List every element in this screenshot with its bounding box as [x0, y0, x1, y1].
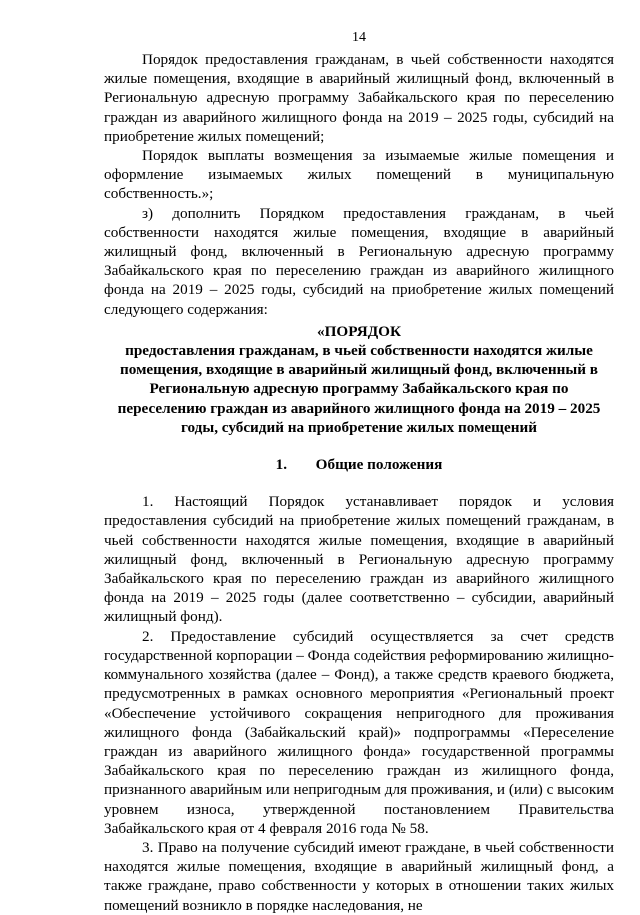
order-subtitle: предоставления гражданам, в чьей собственности находятся жилые помещения, входящие в аварийный жилищный фонд, включенный в Региональную адресную программу Забайкальского края по переселению граждан из аварийного жилищного фонда на 2019 – 2025 годы, субсидий на приобретение жилых помещений: [117, 342, 601, 436]
paragraph-order-subsidies: Порядок предоставления гражданам, в чьей собственности находятся жилые помещения, входящие в аварийный жилищный фонд, включенный в Региональную адресную программу Забайкальского края по переселению граждан из аварийного жилищного фонда на 2019 – 2025 годы, субсидий на приобретение жилых помещений;: [104, 51, 614, 145]
paragraph-order-compensation: Порядок выплаты возмещения за изымаемые жилые помещения и оформление изымаемых жилых помещений в муниципальную собственность.»;: [104, 147, 614, 203]
paragraph-3: 3. Право на получение субсидий имеют граждане, в чьей собственности находятся жилые помещения, входящие в аварийный жилищный фонд, а также граждане, право собственности у которых в отношении таких жилых помещений возникло в порядке наследования, не: [104, 838, 614, 914]
paragraph-1: 1. Настоящий Порядок устанавливает порядок и условия предоставления субсидий на приобретение жилых помещений гражданам, в чьей собственности находятся жилые помещения, входящие в аварийный жилищный фонд, включенный в Региональную адресную программу Забайкальского края по переселению граждан из аварийного жилищного фонда на 2019 – 2025 годы (далее соответственно – субсидии, аварийный жилищный фонд).: [104, 493, 614, 626]
section-heading: [104, 455, 614, 474]
document-body: [104, 50, 614, 915]
page-number: 14: [352, 30, 366, 45]
section-number: 1.: [275, 456, 288, 474]
paragraph-amendment-z: з) дополнить Порядком предоставления гражданам, в чьей собственности находятся жилые помещения, входящие в аварийный жилищный фонд, включенный в Региональную адресную программу Забайкальского края по переселению граждан из аварийного жилищного фонда на 2019 – 2025 годы, субсидий на приобретение жилых помещений следующего содержания:: [104, 204, 614, 318]
paragraph-2: 2. Предоставление субсидий осуществляется за счет средств государственной корпорации – Фонда содействия реформированию жилищно-коммунального хозяйства (далее – Фонд), а также средств краевого бюджета, предусмотренных в рамках основного мероприятия «Региональный проект «Обеспечение устойчивого сокращения непригодного для проживания жилищного фонда (Забайкальский край)» подпрограммы «Переселение граждан из аварийного жилищного фонда» государственной программы Забайкальского края по переселению граждан из жилищного фонда, признанного аварийным или непригодным для проживания, и (или) с высоким уровнем износа, утвержденной постановлением Правительства Забайкальского края от 4 февраля 2016 года № 58.: [104, 627, 614, 837]
section-title: Общие положения: [315, 456, 443, 474]
order-title: «ПОРЯДОК: [317, 322, 401, 340]
